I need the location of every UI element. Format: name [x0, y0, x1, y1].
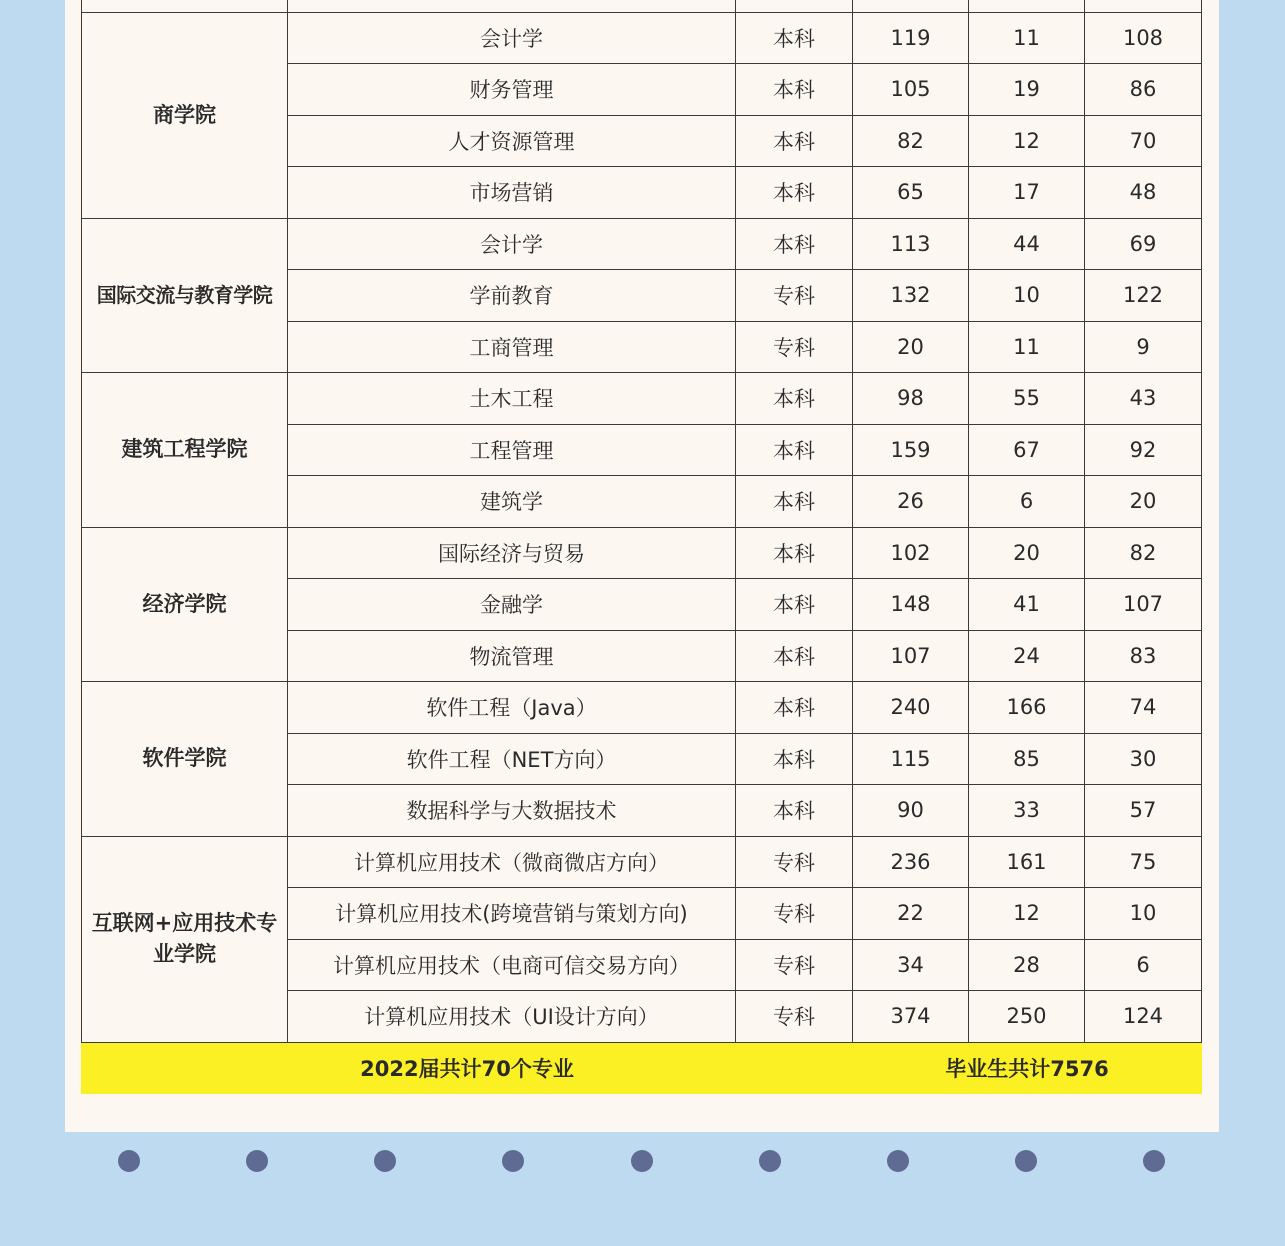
level-cell: 本科: [736, 373, 853, 425]
major-cell: 计算机应用技术（UI设计方向）: [288, 991, 736, 1043]
value-cell-a: 250: [969, 991, 1085, 1043]
table-row: [82, 0, 1202, 12]
major-cell: 土木工程: [288, 373, 736, 425]
graduates-cell: 82: [853, 115, 969, 167]
level-cell: 本科: [736, 527, 853, 579]
table-row: [82, 527, 1202, 579]
college-cell: 经济学院: [82, 527, 288, 682]
value-cell-a: 10: [969, 270, 1085, 322]
value-cell-b: 122: [1085, 270, 1202, 322]
major-cell: 会计学: [288, 12, 736, 64]
value-cell-a: 41: [969, 579, 1085, 631]
value-cell-b: 9: [1085, 321, 1202, 373]
major-cell: 财务管理: [288, 64, 736, 116]
level-cell: 专科: [736, 888, 853, 940]
table-row: [82, 218, 1202, 270]
graduates-table: [81, 0, 1202, 1094]
level-cell: 专科: [736, 991, 853, 1043]
level-cell: 本科: [736, 785, 853, 837]
college-cell: 互联网+应用技术专业学院: [82, 836, 288, 1042]
value-cell-b: 6: [1085, 939, 1202, 991]
level-cell: 本科: [736, 630, 853, 682]
value-cell-b: 92: [1085, 424, 1202, 476]
college-cell: 商学院: [82, 12, 288, 218]
table-row: [82, 373, 1202, 425]
level-cell: 专科: [736, 836, 853, 888]
college-cell: [82, 0, 288, 12]
value-cell-a: 6: [969, 476, 1085, 528]
table-row: [82, 682, 1202, 734]
graduates-cell: 105: [853, 64, 969, 116]
graduates-cell: [853, 0, 969, 12]
graduates-cell: 65: [853, 167, 969, 219]
graduates-cell: 240: [853, 682, 969, 734]
value-cell-b: 108: [1085, 12, 1202, 64]
value-cell-b: 86: [1085, 64, 1202, 116]
graduates-cell: 236: [853, 836, 969, 888]
graduates-cell: 119: [853, 12, 969, 64]
graduates-cell: 148: [853, 579, 969, 631]
value-cell-a: [969, 0, 1085, 12]
major-cell: [288, 0, 736, 12]
major-cell: 会计学: [288, 218, 736, 270]
graduates-cell: 20: [853, 321, 969, 373]
level-cell: 专科: [736, 270, 853, 322]
graduates-cell: 90: [853, 785, 969, 837]
major-cell: 国际经济与贸易: [288, 527, 736, 579]
major-cell: 建筑学: [288, 476, 736, 528]
value-cell-a: 19: [969, 64, 1085, 116]
graduates-total: 毕业生共计7576: [853, 1042, 1202, 1093]
value-cell-b: 124: [1085, 991, 1202, 1043]
major-cell: 计算机应用技术（电商可信交易方向）: [288, 939, 736, 991]
value-cell-b: 10: [1085, 888, 1202, 940]
decorative-dot: [631, 1150, 653, 1172]
graduates-cell: 159: [853, 424, 969, 476]
value-cell-b: 30: [1085, 733, 1202, 785]
level-cell: 专科: [736, 939, 853, 991]
level-cell: 本科: [736, 167, 853, 219]
decorative-dot: [118, 1150, 140, 1172]
decorative-dot: [502, 1150, 524, 1172]
value-cell-a: 11: [969, 12, 1085, 64]
graduates-cell: 22: [853, 888, 969, 940]
value-cell-b: [1085, 0, 1202, 12]
graduates-cell: 132: [853, 270, 969, 322]
graduates-cell: 374: [853, 991, 969, 1043]
value-cell-a: 166: [969, 682, 1085, 734]
value-cell-b: 69: [1085, 218, 1202, 270]
value-cell-b: 70: [1085, 115, 1202, 167]
graduates-cell: 26: [853, 476, 969, 528]
graduates-cell: 107: [853, 630, 969, 682]
value-cell-a: 67: [969, 424, 1085, 476]
major-cell: 软件工程（NET方向）: [288, 733, 736, 785]
table-row: [82, 836, 1202, 888]
major-cell: 学前教育: [288, 270, 736, 322]
decorative-dot: [1143, 1150, 1165, 1172]
value-cell-a: 12: [969, 115, 1085, 167]
level-cell: 本科: [736, 733, 853, 785]
graduates-cell: 115: [853, 733, 969, 785]
major-cell: 人才资源管理: [288, 115, 736, 167]
level-cell: [736, 0, 853, 12]
value-cell-a: 12: [969, 888, 1085, 940]
college-cell: 软件学院: [82, 682, 288, 837]
decorative-dot: [374, 1150, 396, 1172]
value-cell-a: 44: [969, 218, 1085, 270]
table-row: [82, 12, 1202, 64]
level-cell: 本科: [736, 218, 853, 270]
graduates-cell: 113: [853, 218, 969, 270]
dot-divider: [0, 1150, 1285, 1172]
college-cell: 国际交流与教育学院: [82, 218, 288, 373]
value-cell-a: 55: [969, 373, 1085, 425]
major-cell: 软件工程（Java）: [288, 682, 736, 734]
major-cell: 市场营销: [288, 167, 736, 219]
value-cell-a: 33: [969, 785, 1085, 837]
major-cell: 物流管理: [288, 630, 736, 682]
major-cell: 金融学: [288, 579, 736, 631]
graduates-cell: 102: [853, 527, 969, 579]
value-cell-b: 74: [1085, 682, 1202, 734]
value-cell-b: 43: [1085, 373, 1202, 425]
level-cell: 本科: [736, 64, 853, 116]
major-cell: 数据科学与大数据技术: [288, 785, 736, 837]
major-cell: 计算机应用技术（微商微店方向）: [288, 836, 736, 888]
value-cell-b: 107: [1085, 579, 1202, 631]
value-cell-a: 85: [969, 733, 1085, 785]
college-cell: 建筑工程学院: [82, 373, 288, 528]
value-cell-b: 75: [1085, 836, 1202, 888]
level-cell: 本科: [736, 682, 853, 734]
major-cell: 计算机应用技术(跨境营销与策划方向): [288, 888, 736, 940]
decorative-dot: [1015, 1150, 1037, 1172]
value-cell-b: 20: [1085, 476, 1202, 528]
level-cell: 专科: [736, 321, 853, 373]
level-cell: 本科: [736, 12, 853, 64]
major-cell: 工程管理: [288, 424, 736, 476]
value-cell-b: 48: [1085, 167, 1202, 219]
value-cell-b: 57: [1085, 785, 1202, 837]
value-cell-a: 17: [969, 167, 1085, 219]
decorative-dot: [246, 1150, 268, 1172]
value-cell-a: 20: [969, 527, 1085, 579]
graduates-cell: 34: [853, 939, 969, 991]
value-cell-a: 28: [969, 939, 1085, 991]
decorative-dot: [887, 1150, 909, 1172]
total-row: [82, 1042, 1202, 1093]
value-cell-a: 24: [969, 630, 1085, 682]
value-cell-b: 82: [1085, 527, 1202, 579]
value-cell-a: 11: [969, 321, 1085, 373]
major-cell: 工商管理: [288, 321, 736, 373]
level-cell: 本科: [736, 424, 853, 476]
decorative-dot: [759, 1150, 781, 1172]
level-cell: 本科: [736, 115, 853, 167]
value-cell-a: 161: [969, 836, 1085, 888]
majors-total: 2022届共计70个专业: [82, 1042, 853, 1093]
level-cell: 本科: [736, 476, 853, 528]
level-cell: 本科: [736, 579, 853, 631]
graduates-cell: 98: [853, 373, 969, 425]
value-cell-b: 83: [1085, 630, 1202, 682]
